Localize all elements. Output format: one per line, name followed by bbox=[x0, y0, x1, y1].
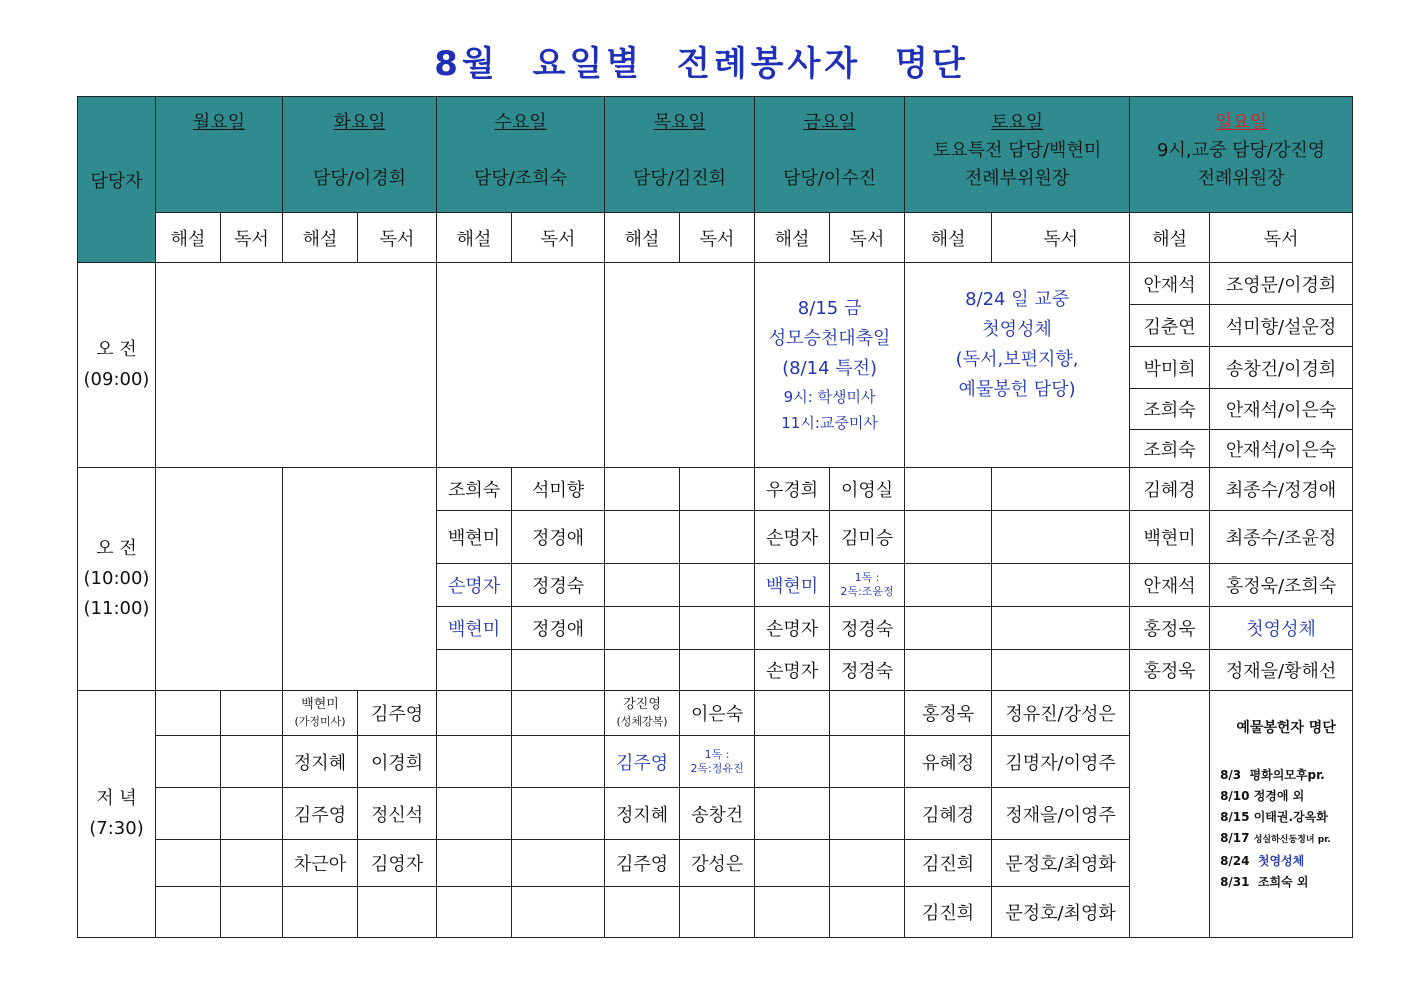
table-cell: 김영자 bbox=[358, 840, 437, 887]
donor-item: 8/15 이태권.강옥화 bbox=[1220, 810, 1328, 824]
table-cell bbox=[680, 511, 755, 564]
table-cell bbox=[680, 564, 755, 607]
day-label: 일요일 bbox=[1215, 112, 1268, 133]
table-cell bbox=[437, 788, 512, 840]
table-cell: 문정호/최영화 bbox=[992, 887, 1130, 938]
empty-block bbox=[437, 263, 605, 468]
role-explain: 해설 bbox=[437, 213, 512, 263]
table-cell bbox=[512, 650, 605, 691]
table-cell bbox=[905, 564, 992, 607]
empty-block bbox=[156, 263, 437, 468]
table-cell: 백현미 bbox=[1130, 511, 1210, 564]
table-cell bbox=[830, 788, 905, 840]
table-cell bbox=[992, 564, 1130, 607]
table-cell bbox=[437, 887, 512, 938]
table-cell bbox=[905, 607, 992, 650]
table-cell: 김진희 bbox=[905, 840, 992, 887]
table-cell: 조희숙 bbox=[1130, 389, 1210, 430]
day-header-tue bbox=[283, 97, 437, 213]
table-cell: 정지혜 bbox=[605, 788, 680, 840]
day-owner-role: 전례부위원장 bbox=[964, 168, 1070, 189]
table-cell: 홍정욱 bbox=[1130, 650, 1210, 691]
table-cell: 송창건 bbox=[680, 788, 755, 840]
table-cell bbox=[755, 887, 830, 938]
table-cell: 정재을/이영주 bbox=[992, 788, 1130, 840]
day-label: 목요일 bbox=[653, 112, 706, 133]
role-explain: 해설 bbox=[905, 213, 992, 263]
table-cell: 이영실 bbox=[830, 468, 905, 511]
table-cell: 문정호/최영화 bbox=[992, 840, 1130, 887]
fri-feast-note: 8/15 금 성모승천대축일 (8/14 특전) 9시: 학생미사 11시:교중미사 bbox=[755, 263, 905, 468]
table-cell: 석미향 bbox=[512, 468, 605, 511]
day-owner: 담당/김진희 bbox=[633, 168, 727, 189]
table-cell: 안재석 bbox=[1130, 564, 1210, 607]
table-cell bbox=[605, 650, 680, 691]
donor-item: 8/24 첫영성체 bbox=[1220, 854, 1305, 868]
table-cell: 차근아 bbox=[283, 840, 358, 887]
table-cell bbox=[512, 736, 605, 788]
section-am10: 오 전 (10:00) (11:00) bbox=[78, 468, 156, 691]
table-cell bbox=[905, 511, 992, 564]
day-label: 금요일 bbox=[803, 112, 856, 133]
role-explain: 해설 bbox=[755, 213, 830, 263]
table-cell bbox=[221, 887, 283, 938]
table-cell bbox=[156, 887, 221, 938]
owner-header: 담당자 bbox=[78, 97, 156, 263]
donor-item: 8/17 성실하신동정녀 pr. bbox=[1220, 831, 1331, 845]
role-read: 독서 bbox=[512, 213, 605, 263]
table-cell: 정경숙 bbox=[512, 564, 605, 607]
table-cell bbox=[156, 788, 221, 840]
table-cell: 정경애 bbox=[512, 511, 605, 564]
donor-list-title: 예물봉헌자 명단 bbox=[1236, 720, 1336, 736]
table-cell bbox=[512, 788, 605, 840]
table-cell: 김명자/이영주 bbox=[992, 736, 1130, 788]
table-cell: 안재석/이은숙 bbox=[1210, 430, 1353, 468]
donor-item: 8/31 조희숙 외 bbox=[1220, 875, 1309, 889]
role-explain: 해설 bbox=[605, 213, 680, 263]
table-cell: 정신석 bbox=[358, 788, 437, 840]
table-cell bbox=[437, 691, 512, 736]
table-cell bbox=[680, 650, 755, 691]
table-cell: 1독 : 2독:정유진 bbox=[680, 736, 755, 788]
empty-block bbox=[156, 468, 283, 691]
page-title: 8월 요일별 전례봉사자 명단 bbox=[434, 44, 969, 84]
table-cell: 백현미 bbox=[437, 607, 512, 650]
table-cell: 김주영 bbox=[283, 788, 358, 840]
table-cell bbox=[830, 691, 905, 736]
table-cell bbox=[605, 887, 680, 938]
table-cell bbox=[905, 650, 992, 691]
role-read: 독서 bbox=[221, 213, 283, 263]
day-header-wed bbox=[437, 97, 605, 213]
table-cell: 정경애 bbox=[512, 607, 605, 650]
table-cell bbox=[221, 788, 283, 840]
day-header-thu bbox=[605, 97, 755, 213]
table-cell: 홍정욱 bbox=[905, 691, 992, 736]
role-read: 독서 bbox=[1210, 213, 1353, 263]
table-cell: 김주영 bbox=[605, 840, 680, 887]
table-cell bbox=[605, 564, 680, 607]
table-cell bbox=[680, 468, 755, 511]
table-cell: 안재석 bbox=[1130, 263, 1210, 305]
table-cell bbox=[992, 650, 1130, 691]
table-cell bbox=[830, 736, 905, 788]
table-cell: 이은숙 bbox=[680, 691, 755, 736]
table-cell: 강성은 bbox=[680, 840, 755, 887]
table-cell bbox=[156, 840, 221, 887]
table-cell bbox=[830, 887, 905, 938]
role-read: 독서 bbox=[358, 213, 437, 263]
table-cell bbox=[755, 736, 830, 788]
table-cell: 김혜경 bbox=[905, 788, 992, 840]
donor-item: 8/10 정경애 외 bbox=[1220, 789, 1305, 803]
day-owner: 9시,교중 담당/강진영 bbox=[1157, 140, 1326, 161]
schedule-table bbox=[77, 96, 1353, 938]
table-cell bbox=[512, 840, 605, 887]
table-cell bbox=[755, 691, 830, 736]
day-owner: 담당/조희숙 bbox=[474, 168, 568, 189]
day-owner: 담당/이경희 bbox=[313, 168, 407, 189]
role-read: 독서 bbox=[992, 213, 1130, 263]
table-cell bbox=[156, 736, 221, 788]
table-cell bbox=[755, 840, 830, 887]
table-cell: 조희숙 bbox=[437, 468, 512, 511]
empty-block bbox=[1130, 691, 1210, 938]
role-read: 독서 bbox=[830, 213, 905, 263]
day-owner: 토요특전 담당/백현미 bbox=[932, 140, 1102, 161]
table-cell: 석미향/설운정 bbox=[1210, 305, 1353, 347]
role-explain: 해설 bbox=[1130, 213, 1210, 263]
table-cell bbox=[680, 887, 755, 938]
table-cell: 김미승 bbox=[830, 511, 905, 564]
table-cell: 최종수/조윤정 bbox=[1210, 511, 1353, 564]
role-explain: 해설 bbox=[156, 213, 221, 263]
table-cell: 백현미 bbox=[437, 511, 512, 564]
table-cell: 1독 : 2독:조윤정 bbox=[830, 564, 905, 607]
table-cell: 김주영 bbox=[358, 691, 437, 736]
table-cell bbox=[512, 691, 605, 736]
section-pm: 저 녁 (7:30) bbox=[78, 691, 156, 938]
day-owner: 담당/이수진 bbox=[783, 168, 877, 189]
sat-feast-note: 8/24 일 교중 첫영성체 (독서,보편지향, 예물봉헌 담당) bbox=[905, 263, 1130, 468]
table-cell bbox=[830, 840, 905, 887]
day-label: 수요일 bbox=[494, 112, 547, 133]
table-cell: 최종수/정경애 bbox=[1210, 468, 1353, 511]
table-cell: 정지혜 bbox=[283, 736, 358, 788]
table-cell bbox=[755, 788, 830, 840]
table-cell: 홍정욱 bbox=[1130, 607, 1210, 650]
table-cell: 우경희 bbox=[755, 468, 830, 511]
table-cell: 조희숙 bbox=[1130, 430, 1210, 468]
table-cell bbox=[221, 840, 283, 887]
table-cell bbox=[680, 607, 755, 650]
table-cell: 손명자 bbox=[755, 607, 830, 650]
table-cell bbox=[605, 607, 680, 650]
donor-list bbox=[1210, 691, 1353, 938]
table-cell: 정재을/황해선 bbox=[1210, 650, 1353, 691]
table-cell: 조영문/이경희 bbox=[1210, 263, 1353, 305]
table-cell: 김진희 bbox=[905, 887, 992, 938]
table-cell: 강진영 (성체강복) bbox=[605, 691, 680, 736]
donor-item: 8/3 평화의모후pr. bbox=[1220, 768, 1325, 782]
empty-block bbox=[605, 263, 755, 468]
table-cell bbox=[358, 887, 437, 938]
day-header-sat bbox=[905, 97, 1130, 213]
table-cell: 손명자 bbox=[437, 564, 512, 607]
day-label: 토요일 bbox=[990, 112, 1044, 133]
table-cell: 백현미 (가정미사) bbox=[283, 691, 358, 736]
table-cell: 손명자 bbox=[755, 650, 830, 691]
table-cell: 송창건/이경희 bbox=[1210, 347, 1353, 389]
table-cell: 손명자 bbox=[755, 511, 830, 564]
table-cell bbox=[905, 468, 992, 511]
table-cell bbox=[992, 511, 1130, 564]
day-owner-role: 전례위원장 bbox=[1197, 168, 1285, 189]
table-cell: 첫영성체 bbox=[1210, 607, 1353, 650]
table-cell: 유혜정 bbox=[905, 736, 992, 788]
table-cell: 백현미 bbox=[755, 564, 830, 607]
table-cell bbox=[221, 736, 283, 788]
day-label: 화요일 bbox=[333, 112, 386, 133]
table-cell: 홍정욱/조희숙 bbox=[1210, 564, 1353, 607]
table-cell: 박미희 bbox=[1130, 347, 1210, 389]
table-cell bbox=[992, 468, 1130, 511]
table-cell bbox=[992, 607, 1130, 650]
table-cell bbox=[605, 468, 680, 511]
table-cell bbox=[221, 691, 283, 736]
day-header-sun bbox=[1130, 97, 1353, 213]
table-cell: 정유진/강성은 bbox=[992, 691, 1130, 736]
table-cell: 김혜경 bbox=[1130, 468, 1210, 511]
table-cell: 안재석/이은숙 bbox=[1210, 389, 1353, 430]
table-cell: 김춘연 bbox=[1130, 305, 1210, 347]
role-read: 독서 bbox=[680, 213, 755, 263]
table-cell: 정경숙 bbox=[830, 650, 905, 691]
table-cell bbox=[156, 691, 221, 736]
table-cell: 김주영 bbox=[605, 736, 680, 788]
table-cell bbox=[437, 840, 512, 887]
day-label: 월요일 bbox=[192, 112, 246, 133]
table-cell bbox=[605, 511, 680, 564]
empty-block bbox=[283, 468, 437, 691]
table-cell: 정경숙 bbox=[830, 607, 905, 650]
table-cell bbox=[512, 887, 605, 938]
table-cell bbox=[437, 650, 512, 691]
table-cell bbox=[283, 887, 358, 938]
table-cell: 이경희 bbox=[358, 736, 437, 788]
table-cell bbox=[437, 736, 512, 788]
role-explain: 해설 bbox=[283, 213, 358, 263]
section-am9: 오 전 (09:00) bbox=[78, 263, 156, 468]
day-header-fri bbox=[755, 97, 905, 213]
day-header-mon bbox=[156, 97, 283, 213]
